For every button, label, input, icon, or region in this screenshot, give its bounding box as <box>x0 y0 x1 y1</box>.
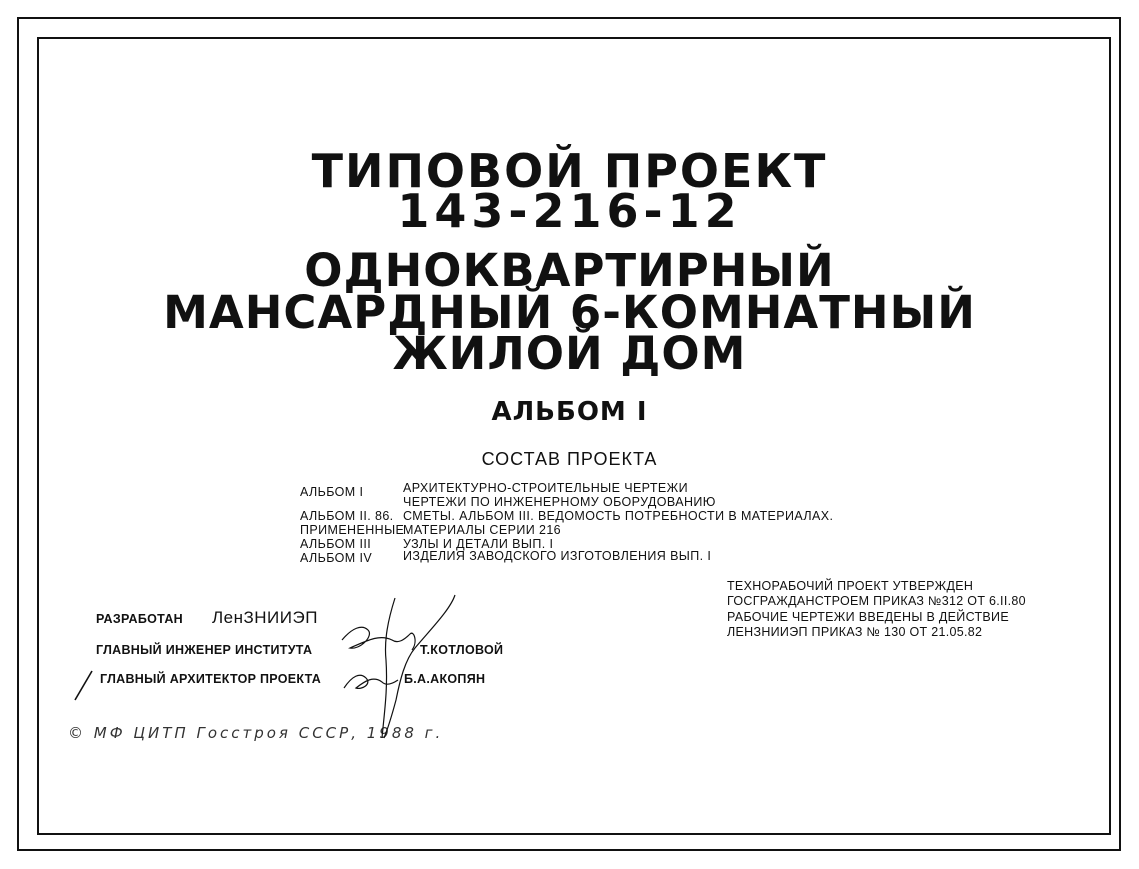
copyright-note: © МФ ЦИТП Госстроя СССР, 1988 г. <box>68 724 444 742</box>
composition-text-4: МАТЕРИАЛЫ СЕРИИ 216 <box>403 523 562 537</box>
title-line-3: ОДНОКВАРТИРНЫЙ <box>304 244 835 297</box>
composition-label-6: АЛЬБОМ IV <box>300 551 373 565</box>
developer-label: РАЗРАБОТАН <box>96 612 183 626</box>
composition-text-1: АРХИТЕКТУРНО-СТРОИТЕЛЬНЫЕ ЧЕРТЕЖИ <box>403 481 688 495</box>
album-title: АЛЬБОМ I <box>491 397 648 427</box>
approval-line-3: РАБОЧИЕ ЧЕРТЕЖИ ВВЕДЕНЫ В ДЕЙСТВИЕ <box>727 610 1009 624</box>
composition-text-6: ИЗДЕЛИЯ ЗАВОДСКОГО ИЗГОТОВЛЕНИЯ ВЫП. I <box>403 549 712 563</box>
chief-engineer-name: Т.КОТЛОВОЙ <box>420 643 504 657</box>
composition-text-2: ЧЕРТЕЖИ ПО ИНЖЕНЕРНОМУ ОБОРУДОВАНИЮ <box>403 495 716 509</box>
chief-architect-role: ГЛАВНЫЙ АРХИТЕКТОР ПРОЕКТА <box>100 672 322 686</box>
composition-text-3: СМЕТЫ. АЛЬБОМ III. ВЕДОМОСТЬ ПОТРЕБНОСТИ В МАТЕРИАЛАХ. <box>403 509 834 523</box>
approval-line-2: ГОСГРАЖДАНСТРОЕМ ПРИКАЗ №312 ОТ 6.II.80 <box>727 594 1026 608</box>
chief-architect-name: Б.А.АКОПЯН <box>404 672 486 686</box>
composition-label-3: АЛЬБОМ II. 86. <box>300 509 394 523</box>
composition-label-1: АЛЬБОМ I <box>300 485 364 499</box>
project-number: 143-216-12 <box>397 184 742 238</box>
title-line-1: ТИПОВОЙ ПРОЕКТ <box>311 144 828 198</box>
title-line-5: ЖИЛОЙ ДОМ <box>392 327 747 380</box>
developer-org: ЛенЗНИИЭП <box>212 608 318 627</box>
approval-line-4: ЛЕНЗНИИЭП ПРИКАЗ № 130 ОТ 21.05.82 <box>727 625 983 639</box>
composition-text-5: УЗЛЫ И ДЕТАЛИ ВЫП. I <box>403 537 554 551</box>
title-line-4: МАНСАРДНЫЙ 6-КОМНАТНЫЙ <box>163 286 976 339</box>
composition-heading: СОСТАВ ПРОЕКТА <box>481 449 658 469</box>
composition-label-5: АЛЬБОМ III <box>300 537 372 551</box>
chief-engineer-role: ГЛАВНЫЙ ИНЖЕНЕР ИНСТИТУТА <box>96 643 313 657</box>
approval-line-1: ТЕХНОРАБОЧИЙ ПРОЕКТ УТВЕРЖДЕН <box>727 579 974 593</box>
composition-label-4: ПРИМЕНЕННЫЕ <box>300 523 405 537</box>
